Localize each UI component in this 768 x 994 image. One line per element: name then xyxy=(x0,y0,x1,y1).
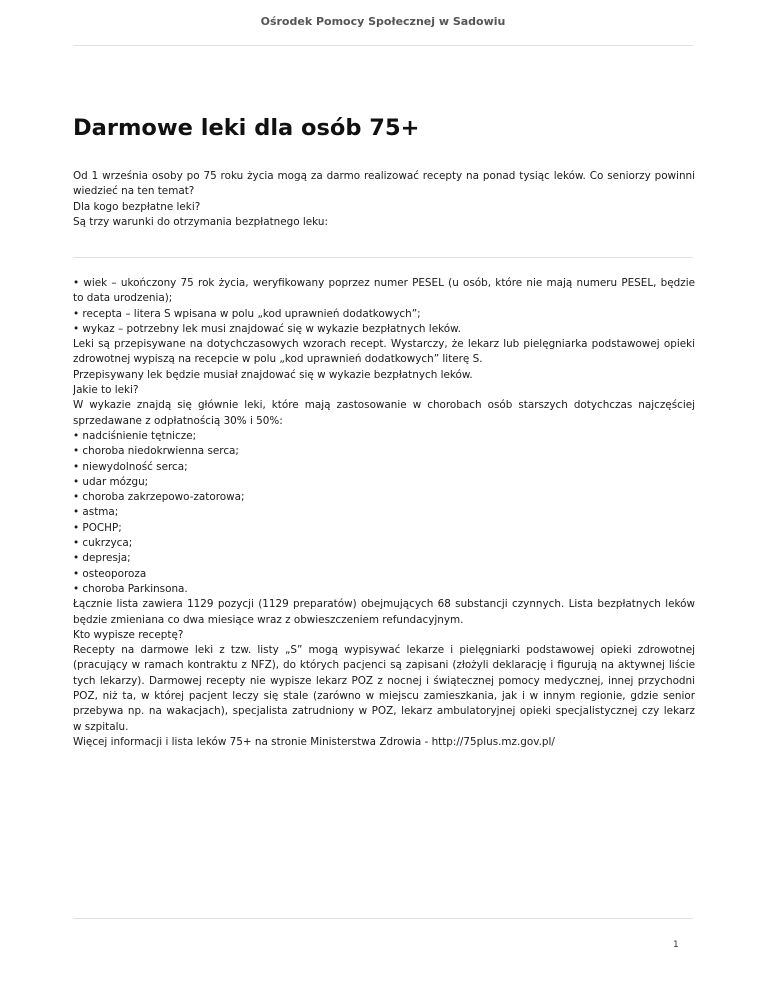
page-number: 1 xyxy=(673,940,679,950)
intro-line: Dla kogo bezpłatne leki? xyxy=(73,200,201,213)
site-header: Ośrodek Pomocy Społecznej w Sadowiu xyxy=(260,15,506,28)
section-divider xyxy=(73,257,693,258)
body-line: w szpitalu. xyxy=(73,720,129,733)
body-line: • nadciśnienie tętnicze; xyxy=(73,429,197,442)
body-line: • wiek – ukończony 75 rok życia, weryfikowany poprzez numer PESEL (u osób, które nie mają numeru PESEL, będzie xyxy=(73,277,695,289)
body-line: • wykaz – potrzebny lek musi znajdować się w wykazie bezpłatnych leków. xyxy=(73,322,461,335)
article-intro xyxy=(73,169,695,230)
body-line: W wykazie znajdą się głównie leki, które mają zastosowanie w chorobach osób starszych dotychczas najczęściej xyxy=(73,399,695,412)
body-line: sprzedawane z odpłatnością 30% i 50%: xyxy=(73,414,283,427)
body-line: • choroba niedokrwienna serca; xyxy=(73,445,239,458)
intro-line: wiedzieć na ten temat? xyxy=(73,185,195,198)
body-line: przebywa np. na wakacjach), specjalista zatrudniony w POZ, lekarz ambulatoryjnej opieki specjalistycznej czy lekarz xyxy=(73,705,695,718)
article-body xyxy=(73,276,695,750)
body-line: • POCHP; xyxy=(73,521,122,534)
body-line: Jakie to leki? xyxy=(73,384,139,397)
body-line: Więcej informacji i lista leków 75+ na stronie Ministerstwa Zdrowia - http://75plus.mz.gov.pl/ xyxy=(73,735,555,748)
intro-line: Są trzy warunki do otrzymania bezpłatnego leku: xyxy=(73,215,328,228)
body-line: to data urodzenia); xyxy=(73,292,173,305)
body-line: Kto wypisze receptę? xyxy=(73,628,184,641)
body-line: • astma; xyxy=(73,506,119,519)
body-line: • choroba Parkinsona. xyxy=(73,582,188,595)
body-line: będzie zmieniana co dwa miesiące wraz z obwieszczeniem refundacyjnym. xyxy=(73,613,464,626)
body-line: • niewydolność serca; xyxy=(73,460,188,473)
body-line: Przepisywany lek będzie musiał znajdować się w wykazie bezpłatnych leków. xyxy=(73,368,473,381)
body-line: • osteoporoza xyxy=(73,567,147,580)
article-title: Darmowe leki dla osób 75+ xyxy=(73,115,420,141)
body-line: Leki są przepisywane na dotychczasowych wzorach recept. Wystarczy, że lekarz lub pielęgniarka podstawowej opieki xyxy=(73,338,695,351)
body-line: • choroba zakrzepowo-zatorowa; xyxy=(73,491,245,504)
body-line: (pracujący w ramach kontraktu z NFZ), do których pacjenci są zapisani (złożyli deklarację i figurują na aktywnej liście xyxy=(73,659,695,672)
body-line: • cukrzyca; xyxy=(73,537,133,550)
header-divider xyxy=(73,45,693,46)
body-line: zdrowotnej wypiszą na recepcie w polu „kod uprawnień dodatkowych” literę S. xyxy=(73,353,483,366)
body-line: Recepty na darmowe leki z tzw. listy „S” mogą wypisywać lekarze i pielęgniarki podstawowej opieki zdrowotnej xyxy=(73,644,695,657)
body-line: • recepta – litera S wpisana w polu „kod uprawnień dodatkowych”; xyxy=(73,307,421,320)
body-line: • udar mózgu; xyxy=(73,475,149,488)
body-line: Łącznie lista zawiera 1129 pozycji (1129 preparatów) obejmujących 68 substancji czynnych. Lista bezpłatnych leków xyxy=(73,598,695,611)
body-line: POZ, niż ta, w której pacjent leczy się stale (zarówno w miejscu zamieszkania, jak i w innym regionie, gdzie senior xyxy=(73,690,695,703)
body-line: • depresja; xyxy=(73,552,131,565)
intro-line: Od 1 września osoby po 75 roku życia mogą za darmo realizować recepty na ponad tysiąc leków. Co seniorzy powinni xyxy=(73,170,695,182)
footer-divider xyxy=(73,918,693,919)
body-line: tych lekarzy). Darmowej recepty nie wypisze lekarz POZ z nocnej i świątecznej pomocy medycznej, innej przychodni xyxy=(73,674,695,687)
